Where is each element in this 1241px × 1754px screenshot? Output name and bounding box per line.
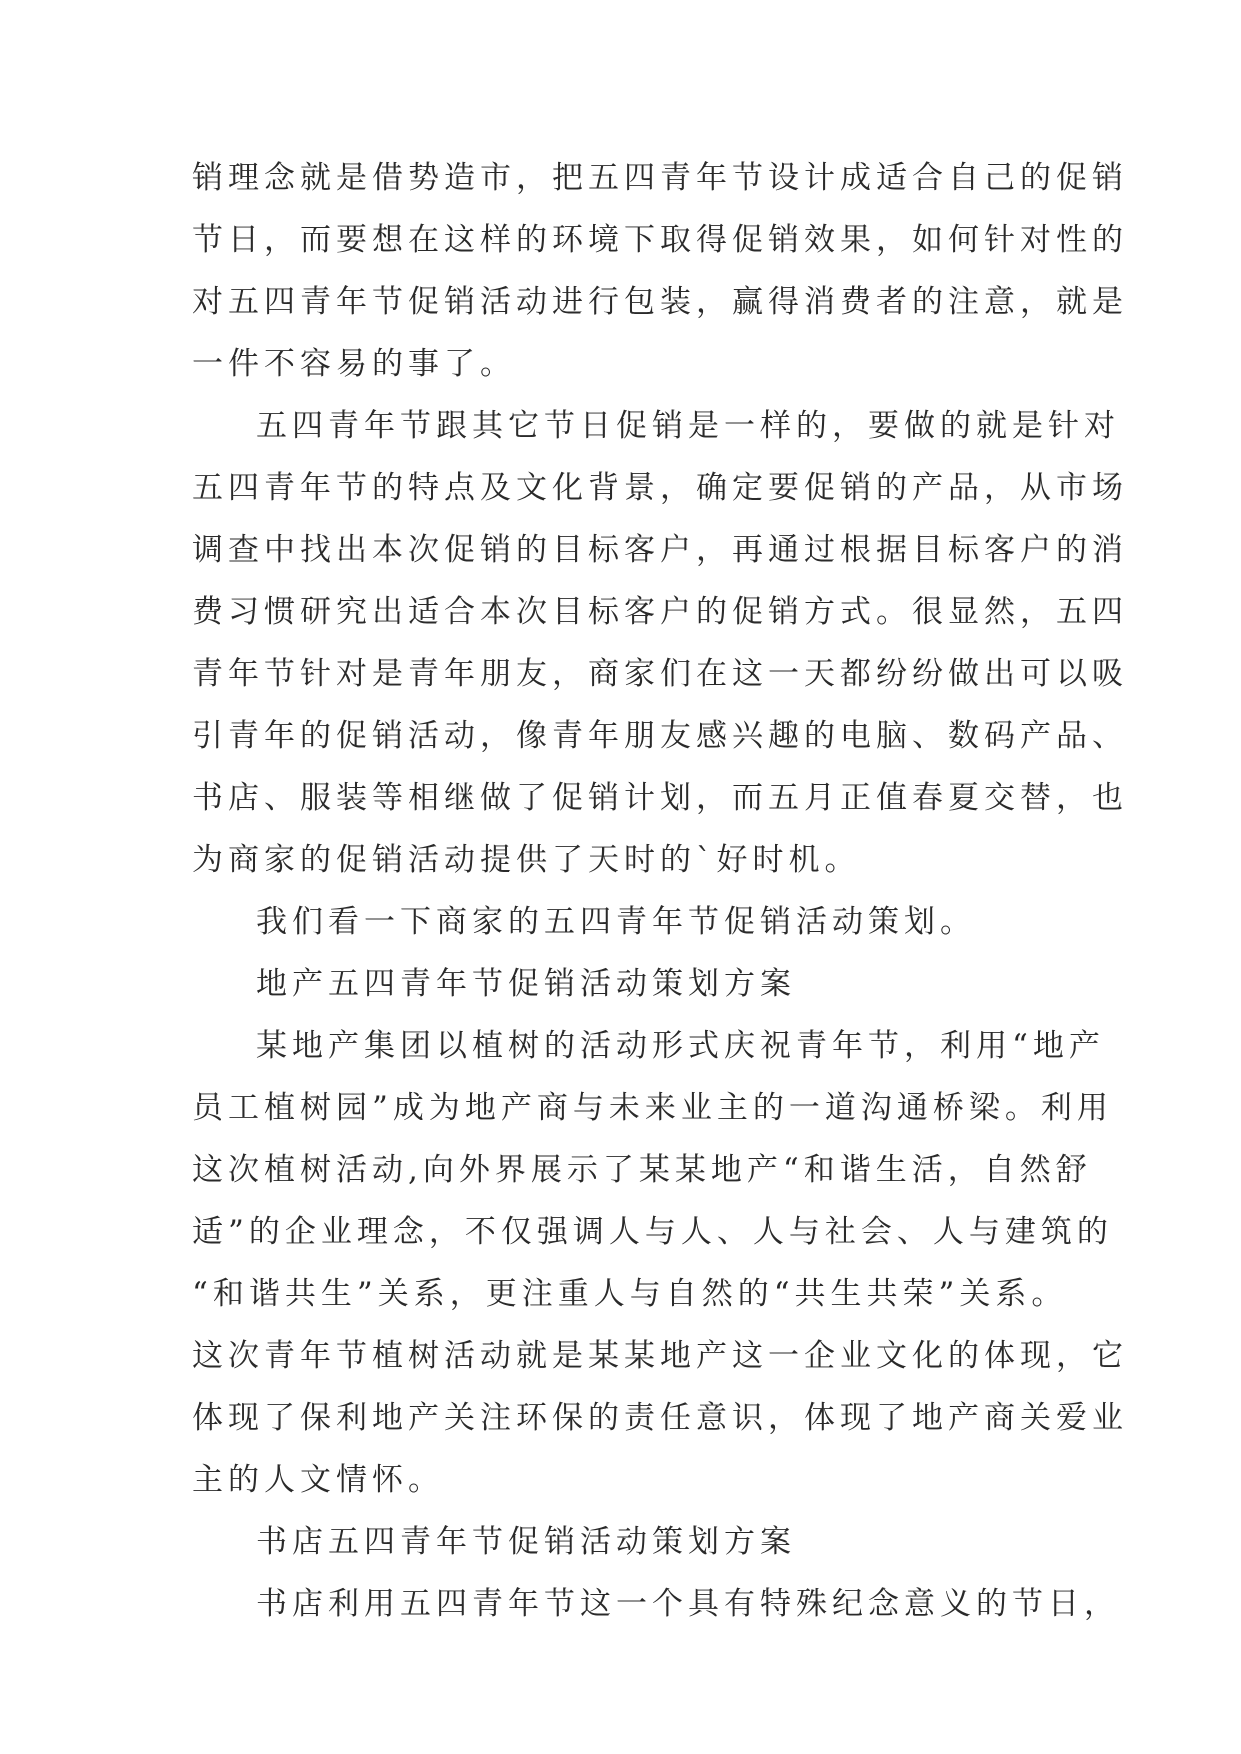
text-line-18: 适”的企业理念，不仅强调人与人、人与社会、人与建筑的	[192, 1214, 1113, 1250]
text-line-20: 这次青年节植树活动就是某某地产这一企业文化的体现，它	[192, 1338, 1128, 1374]
text-line-19: “和谐共生”关系，更注重人与自然的“共生共荣”关系。	[192, 1276, 1068, 1312]
text-line-6: 五四青年节的特点及文化背景，确定要促销的产品，从市场	[192, 470, 1128, 506]
text-line-21: 体现了保利地产关注环保的责任意识，体现了地产商关爱业	[192, 1400, 1128, 1436]
text-line-10: 引青年的促销活动，像青年朋友感兴趣的电脑、数码产品、	[192, 718, 1128, 754]
text-line-17: 这次植树活动,向外界展示了某某地产“和谐生活，自然舒	[192, 1152, 1092, 1188]
text-line-3: 对五四青年节促销活动进行包装，赢得消费者的注意，就是	[192, 284, 1128, 320]
section-heading-real-estate: 地产五四青年节促销活动策划方案	[256, 966, 796, 1002]
text-line-4: 一件不容易的事了。	[192, 346, 516, 382]
text-line-9: 青年节针对是青年朋友，商家们在这一天都纷纷做出可以吸	[192, 656, 1128, 692]
text-line-11: 书店、服装等相继做了促销计划，而五月正值春夏交替，也	[192, 780, 1128, 816]
text-line-13: 我们看一下商家的五四青年节促销活动策划。	[256, 904, 976, 940]
text-line-22: 主的人文情怀。	[192, 1462, 444, 1498]
section-heading-bookstore: 书店五四青年节促销活动策划方案	[256, 1524, 796, 1560]
text-line-12: 为商家的促销活动提供了天时的`好时机。	[192, 842, 861, 878]
text-line-2: 节日，而要想在这样的环境下取得促销效果，如何针对性的	[192, 222, 1128, 258]
text-line-7: 调查中找出本次促销的目标客户，再通过根据目标客户的消	[192, 532, 1128, 568]
text-line-24: 书店利用五四青年节这一个具有特殊纪念意义的节日，	[256, 1586, 1120, 1622]
text-line-8: 费习惯研究出适合本次目标客户的促销方式。很显然，五四	[192, 594, 1128, 630]
text-line-5: 五四青年节跟其它节日促销是一样的，要做的就是针对	[256, 408, 1120, 444]
text-line-16: 员工植树园”成为地产商与未来业主的一道沟通桥梁。利用	[192, 1090, 1113, 1126]
text-line-1: 销理念就是借势造市，把五四青年节设计成适合自己的促销	[192, 160, 1128, 196]
text-line-15: 某地产集团以植树的活动形式庆祝青年节，利用“地产	[256, 1028, 1105, 1064]
